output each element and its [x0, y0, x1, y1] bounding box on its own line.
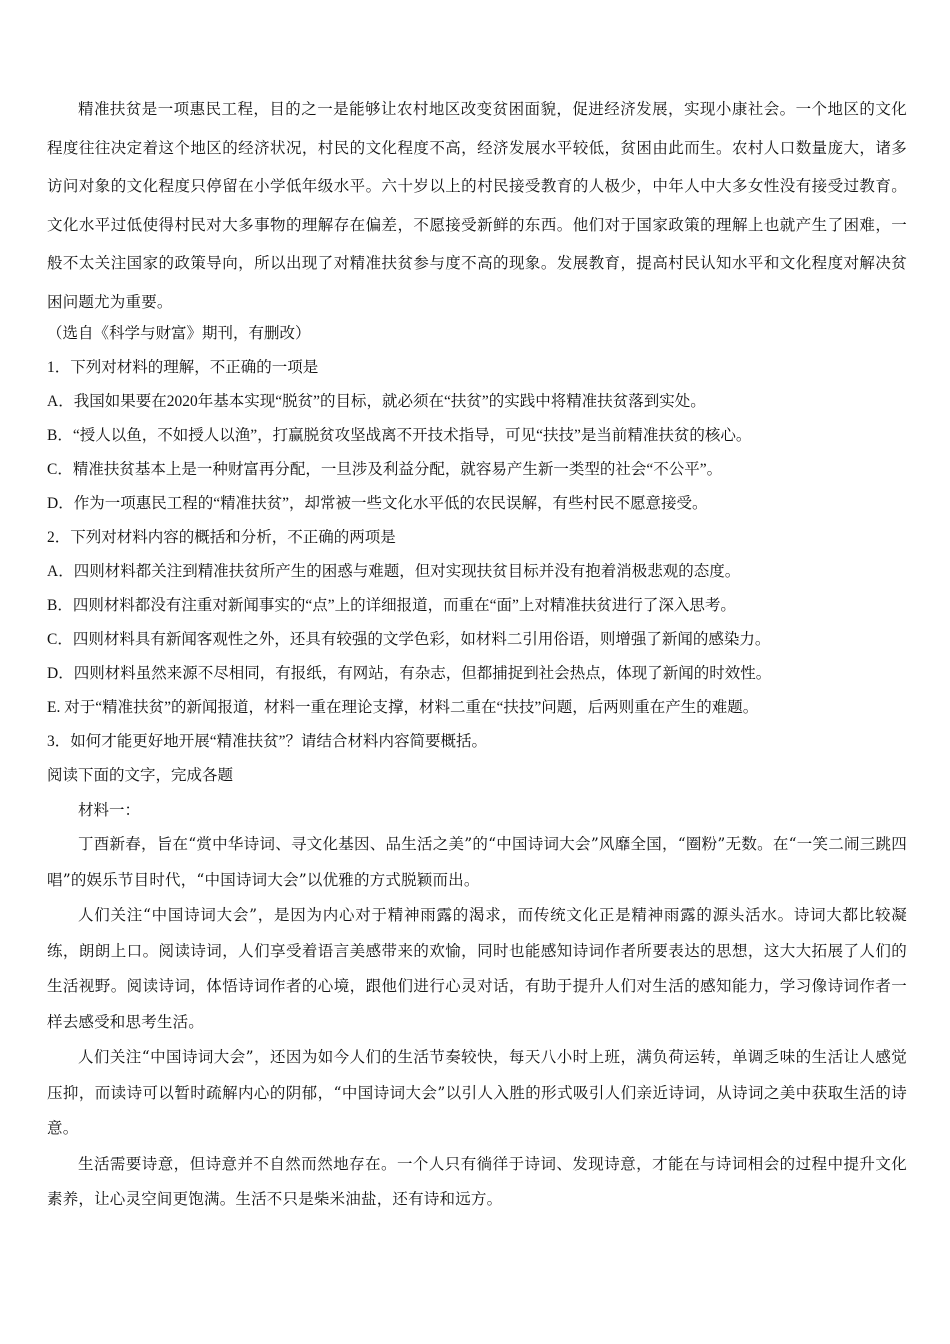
passage-source: （选自《科学与财富》期刊，有删改） — [47, 325, 311, 342]
question-2-option-e: E. 对于“精准扶贫”的新闻报道，材料一重在理论支撑，材料二重在“扶技”问题，后两则重在产生的难题。 — [47, 699, 759, 716]
question-1-option-a: A．我国如果要在2020年基本实现“脱贫”的目标，就必须在“扶贫”的实践中将精准扶贫落到实处。 — [47, 393, 706, 410]
material-paragraph-1: 丁酉新春，旨在“赏中华诗词、寻文化基因、品生活之美”的“中国诗词大会”风靡全国，“圈粉”无数。在“一笑二闹三跳四唱”的娱乐节目时代，“中国诗词大会”以优雅的方式脱颖而出。 — [47, 835, 907, 889]
passage-paragraph: 精准扶贫是一项惠民工程，目的之一是能够让农村地区改变贫困面貌，促进经济发展，实现小康社会。一个地区的文化程度往往决定着这个地区的经济状况，村民的文化程度不高，经济发展水平较低，贫困由此而生。农村人口数量庞大，诸多访问对象的文化程度只停留在小学低年级水平。六十岁以上的村民接受教育的人极少，中年人中大多女性没有接受过教育。文化水平过低使得村民对大多事物的理解存在偏差，不愿接受新鲜的东西。他们对于国家政策的理解上也就产生了困难，一般不太关注国家的政策导向，所以出现了对精准扶贫参与度不高的现象。发展教育，提高村民认知水平和文化程度对解决贫困问题尤为重要。 — [47, 100, 907, 311]
question-2-option-d: D．四则材料虽然来源不尽相同，有报纸，有网站，有杂志，但都捕捉到社会热点，体现了新闻的时效性。 — [47, 665, 772, 682]
question-2-option-a: A．四则材料都关注到精准扶贫所产生的困惑与难题，但对实现扶贫目标并没有抱着消极悲观的态度。 — [47, 563, 741, 580]
material-paragraph-4: 生活需要诗意，但诗意并不自然而然地存在。一个人只有徜徉于诗词、发现诗意，才能在与诗词相会的过程中提升文化素养，让心灵空间更饱满。生活不只是柴米油盐，还有诗和远方。 — [47, 1154, 907, 1208]
material-paragraph-3: 人们关注“中国诗词大会”，还因为如今人们的生活节奏较快，每天八小时上班，满负荷运转，单调乏味的生活让人感觉压抑，而读诗可以暂时疏解内心的阴郁，“中国诗词大会”以引人入胜的形式吸引人们亲近诗词，从诗词之美中获取生活的诗意。 — [47, 1048, 907, 1137]
reading-instruction: 阅读下面的文字，完成各题 — [47, 767, 234, 784]
document-page — [47, 90, 907, 1218]
question-1-option-b: B．“授人以鱼，不如授人以渔”，打赢脱贫攻坚战离不开技术指导，可见“扶技”是当前精准扶贫的核心。 — [47, 427, 752, 444]
question-1-stem: 1．下列对材料的理解，不正确的一项是 — [47, 359, 319, 376]
question-3-stem: 3．如何才能更好地开展“精准扶贫”？请结合材料内容简要概括。 — [47, 733, 488, 750]
material-label: 材料一： — [78, 801, 141, 819]
material-paragraph-2: 人们关注“中国诗词大会”，是因为内心对于精神雨露的渴求，而传统文化正是精神雨露的源头活水。诗词大都比较凝练，朗朗上口。阅读诗词，人们享受着语言美感带来的欢愉，同时也能感知诗词作者所要表达的思想，这大大拓展了人们的生活视野。阅读诗词，体悟诗词作者的心境，跟他们进行心灵对话，有助于提升人们对生活的感知能力，学习像诗词作者一样去感受和思考生活。 — [47, 906, 907, 1031]
question-2-option-b: B．四则材料都没有注重对新闻事实的“点”上的详细报道，而重在“面”上对精准扶贫进行了深入思考。 — [47, 597, 736, 614]
question-1-option-d: D．作为一项惠民工程的“精准扶贫”，却常被一些文化水平低的农民误解，有些村民不愿意接受。 — [47, 495, 708, 512]
question-1-option-c: C．精准扶贫基本上是一种财富再分配，一旦涉及利益分配，就容易产生新一类型的社会“不公平”。 — [47, 461, 723, 478]
question-2-option-c: C．四则材料具有新闻客观性之外，还具有较强的文学色彩，如材料二引用俗语，则增强了新闻的感染力。 — [47, 631, 771, 648]
question-2-stem: 2．下列对材料内容的概括和分析，不正确的两项是 — [47, 529, 396, 546]
